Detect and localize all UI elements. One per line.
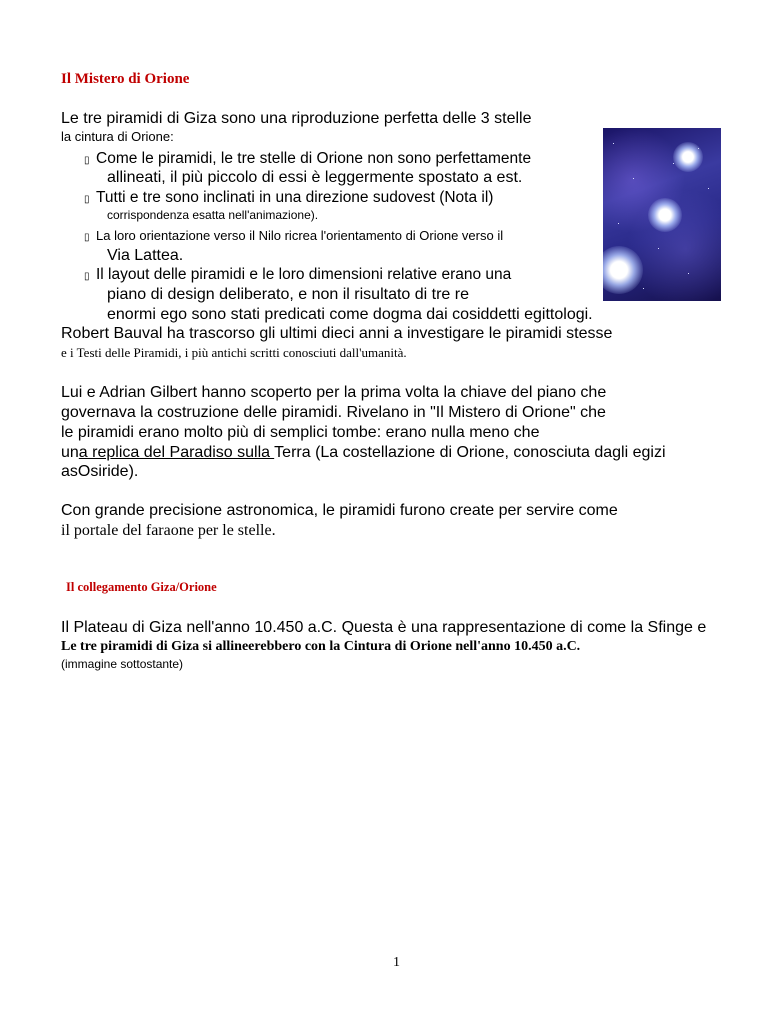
bullet-4-line-2: piano di design deliberato, e non il risultato di tre re xyxy=(107,286,469,303)
bullet-item-4 xyxy=(84,266,511,284)
precision-line-1: Con grande precisione astronomica, le piramidi furono create per servire come xyxy=(61,502,618,519)
gilbert-line-1: Lui e Adrian Gilbert hanno scoperto per la prima volta la chiave del piano che xyxy=(61,384,607,401)
gilbert-line-4-suffix: Terra (La costellazione di Orione, conosciuta dagli egizi xyxy=(274,444,666,461)
bullet-4-line-1: Il layout delle piramidi e le loro dimensioni relative erano una xyxy=(96,266,512,283)
page-number: 1 xyxy=(393,955,400,970)
bullet-2-line-2: corrispondenza esatta nell'animazione). xyxy=(107,208,319,222)
plateau-line-3: (immagine sottostante) xyxy=(61,657,184,671)
bullet-3-line-1: La loro orientazione verso il Nilo ricrea l'orientamento di Orione verso il xyxy=(96,228,504,243)
bullet-box-icon: ▯ xyxy=(84,194,90,205)
bullet-4-line-3: enormi ego sono stati predicati come dogma dai cosiddetti egittologi. xyxy=(107,306,593,323)
bullet-1-line-1: Come le piramidi, le tre stelle di Orione non sono perfettamente xyxy=(96,150,532,167)
bullet-item-1 xyxy=(84,150,531,168)
gilbert-line-5: asOsiride). xyxy=(61,463,139,480)
bullet-box-icon: ▯ xyxy=(84,155,90,166)
gilbert-line-3: le piramidi erano molto più di semplici tombe: erano nulla meno che xyxy=(61,424,540,441)
star-icon xyxy=(603,246,643,294)
bauval-line-2: e i Testi delle Piramidi, i più antichi scritti conosciuti dall'umanità. xyxy=(61,345,407,360)
star-icon xyxy=(673,142,703,172)
bullet-box-icon: ▯ xyxy=(84,271,90,282)
bullet-item-2 xyxy=(84,189,493,207)
bullet-1-line-2: allineati, il più piccolo di essi è leggermente spostato a est. xyxy=(107,169,523,186)
bullet-item-3 xyxy=(84,228,503,243)
orion-belt-image xyxy=(603,128,721,301)
page-title: Il Mistero di Orione xyxy=(61,71,190,87)
plateau-line-2: Le tre piramidi di Giza si allineerebbero con la Cintura di Orione nell'anno 10.450 a.C. xyxy=(61,639,581,654)
bullet-box-icon: ▯ xyxy=(84,232,90,243)
intro-line-1: Le tre piramidi di Giza sono una riproduzione perfetta delle 3 stelle xyxy=(61,110,532,127)
gilbert-line-4-prefix: un xyxy=(61,444,79,461)
precision-line-2: il portale del faraone per le stelle. xyxy=(61,522,276,539)
plateau-line-1: Il Plateau di Giza nell'anno 10.450 a.C. Questa è una rappresentazione di come la Sfinge e xyxy=(61,619,707,636)
bullet-3-line-2: Via Lattea. xyxy=(107,247,184,264)
bullet-2-line-1: Tutti e tre sono inclinati in una direzione sudovest (Nota il) xyxy=(96,189,494,206)
bauval-line-1: Robert Bauval ha trascorso gli ultimi dieci anni a investigare le piramidi stesse xyxy=(61,325,613,342)
paradise-replica-link[interactable]: a replica del Paradiso sulla xyxy=(78,444,275,461)
gilbert-line-2: governava la costruzione delle piramidi. Rivelano in "Il Mistero di Orione" che xyxy=(61,404,606,421)
section-title-giza-orione: Il collegamento Giza/Orione xyxy=(66,580,217,594)
star-icon xyxy=(648,198,682,232)
gilbert-line-4 xyxy=(61,444,666,462)
intro-line-2: la cintura di Orione: xyxy=(61,129,174,144)
